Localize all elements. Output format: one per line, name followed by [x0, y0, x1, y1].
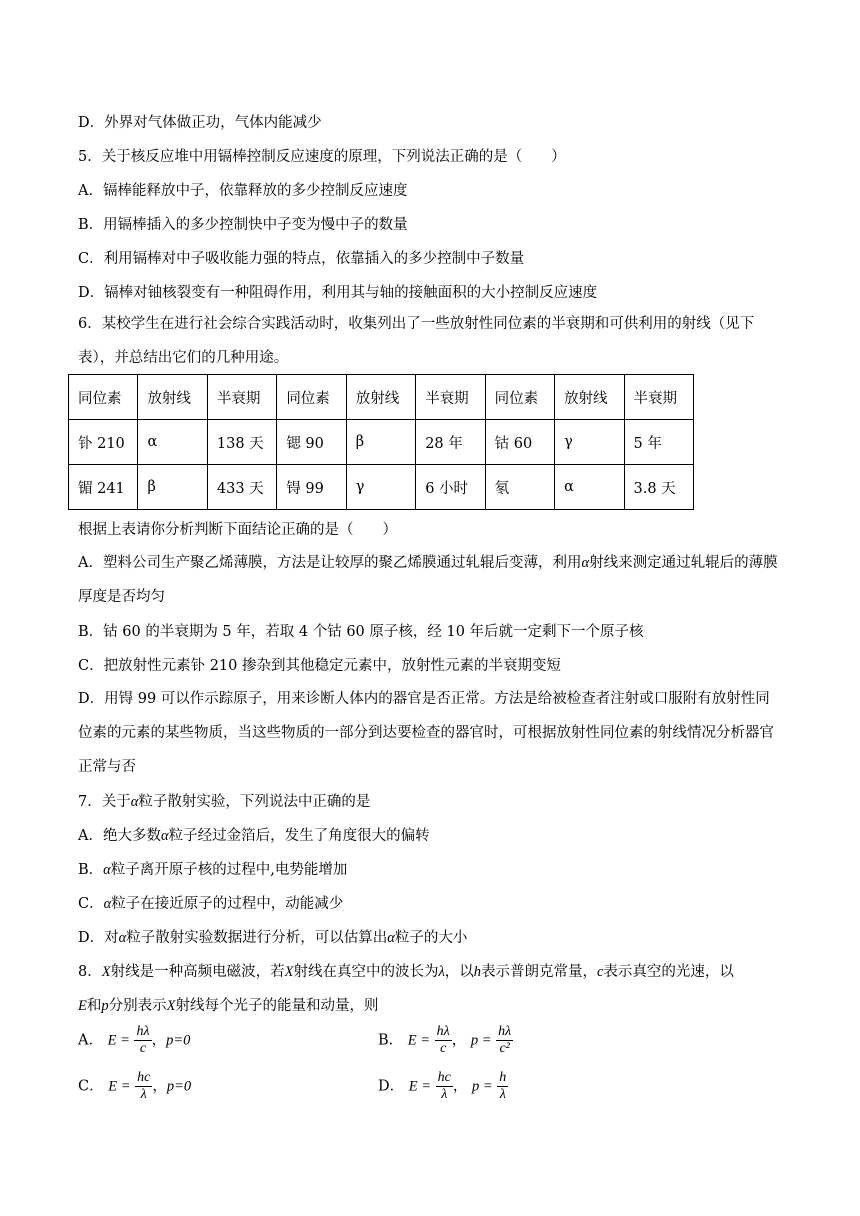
q7-option-c-label: C． — [78, 896, 104, 912]
alpha-symbol: α — [103, 896, 112, 912]
fraction — [497, 1070, 508, 1103]
q8-text: 射线在真空中的波长为 — [293, 964, 439, 980]
fraction-denominator: c — [139, 1041, 147, 1056]
q8-text: 表示普朗克常量， — [480, 964, 597, 980]
formula-e: E = — [108, 1078, 131, 1095]
fraction-denominator: λ — [140, 1087, 147, 1102]
formula-p: p=0 — [166, 1078, 192, 1095]
table-cell: 钋 210 — [69, 420, 138, 465]
option-label: D． — [378, 1078, 405, 1095]
fraction-denominator: λ — [499, 1087, 506, 1102]
comma: ， — [452, 1078, 468, 1095]
q7-option-b-label: B． — [78, 862, 104, 878]
table-cell: β — [138, 465, 207, 510]
formula-p: p = — [471, 1078, 493, 1095]
var-x: X — [101, 964, 111, 980]
fraction-denominator: λ — [441, 1087, 448, 1102]
table-cell: 同位素 — [69, 375, 138, 420]
table-row — [69, 420, 694, 465]
q7-option-d-text-2: 粒子散射实验数据进行分析，可以估算出 — [126, 930, 388, 946]
q8-stem-line-1 — [78, 962, 734, 982]
q5-option-c: C．利用镉棒对中子吸收能力强的特点，依靠插入的多少控制中子数量 — [78, 251, 525, 267]
q7-option-b-text: 粒子离开原子核的过程中,电势能增加 — [110, 862, 348, 878]
table-cell: 138 天 — [207, 420, 276, 465]
q5-option-d: D．镉棒对铀核裂变有一种阻碍作用，利用其与轴的接触面积的大小控制反应速度 — [78, 285, 598, 301]
alpha-symbol: α — [387, 930, 395, 946]
q6-option-b: B．钴 60 的半衰期为 5 年，若取 4 个钴 60 原子核，经 10 年后就一定剩下一个原子核 — [78, 624, 644, 640]
table-cell: β — [346, 420, 415, 465]
q7-stem-text-2: 粒子散射实验，下列说法中正确的是 — [138, 794, 371, 810]
fraction-numerator: hc — [437, 1070, 451, 1085]
fraction — [436, 1070, 453, 1103]
comma: ， — [152, 1078, 167, 1095]
q5-option-b: B．用镉棒插入的多少控制快中子变为慢中子的数量 — [78, 217, 408, 233]
var-x: X — [284, 964, 294, 980]
alpha-symbol: α — [160, 828, 169, 844]
q8-text: 射线是一种高频电磁波，若 — [110, 964, 285, 980]
fraction — [134, 1024, 151, 1057]
var-p: p — [101, 998, 109, 1014]
q7-stem-text-1: 7．关于 — [78, 794, 131, 810]
table-cell: 433 天 — [207, 465, 276, 510]
alpha-symbol: α — [130, 794, 139, 810]
q7-option-c — [78, 894, 343, 914]
table-cell: 5 年 — [624, 420, 694, 465]
table-cell: 钴 60 — [485, 420, 554, 465]
q8-option-c — [78, 1070, 191, 1103]
var-lambda: λ — [438, 964, 445, 980]
table-cell: 半衰期 — [624, 375, 694, 420]
table-cell: 半衰期 — [416, 375, 485, 420]
q6-option-a-text-1: A．塑料公司生产聚乙烯薄膜，方法是让较厚的聚乙烯膜通过轧辊后变薄，利用 — [78, 555, 582, 571]
comma: ， — [451, 1032, 467, 1049]
table-cell: γ — [555, 420, 624, 465]
table-cell: α — [138, 420, 207, 465]
option-label: B． — [378, 1032, 404, 1049]
q8-text: ，以 — [444, 964, 474, 980]
q7-option-a-text-2: 粒子经过金箔后，发生了角度很大的偏转 — [168, 828, 430, 844]
comma: ， — [151, 1032, 167, 1049]
fraction-numerator: h — [499, 1070, 507, 1085]
q8-text: 8． — [78, 964, 102, 980]
q6-question: 根据上表请你分析判断下面结论正确的是（ ） — [78, 522, 397, 538]
option-label: C． — [78, 1078, 104, 1095]
table-cell: 半衰期 — [207, 375, 276, 420]
fraction-denominator: c — [440, 1041, 447, 1056]
formula-e: E = — [407, 1032, 431, 1049]
formula-p: p=0 — [166, 1032, 191, 1049]
q6-option-a — [78, 546, 784, 614]
fraction — [135, 1070, 152, 1103]
alpha-symbol: α — [118, 930, 127, 946]
formula-e: E = — [107, 1032, 130, 1049]
table-cell: 同位素 — [485, 375, 554, 420]
table-cell: γ — [346, 465, 415, 510]
table-cell: α — [555, 465, 624, 510]
table-cell: 放射线 — [138, 375, 207, 420]
var-c: c — [596, 964, 604, 980]
q7-option-a-text-1: A．绝大多数 — [78, 828, 161, 844]
q8-text: 射线每个光子的能量和动量，则 — [175, 998, 379, 1014]
q5-option-a: A．镉棒能释放中子，依靠释放的多少控制反应速度 — [78, 183, 408, 199]
q8-text: 表示真空的光速，以 — [603, 964, 734, 980]
var-x: X — [166, 998, 176, 1014]
q5-stem: 5．关于核反应堆中用镉棒控制反应速度的原理，下列说法正确的是（ ） — [78, 149, 566, 165]
alpha-symbol: α — [103, 862, 111, 878]
q7-option-d-text-3: 粒子的大小 — [394, 930, 468, 946]
table-cell: 放射线 — [346, 375, 415, 420]
table-cell: 28 年 — [416, 420, 485, 465]
q6-option-d: D．用锝 99 可以作示踪原子，用来诊断人体内的器官是否正常。方法是给被检查者注射或口服附有放射性同位素的元素的某些物质，当这些物质的一部分到达要检查的器官时，可根据放射性同位素的射线情况分析器官正常与否 — [78, 691, 774, 775]
table-cell: 6 小时 — [416, 465, 485, 510]
option-label: A． — [78, 1032, 103, 1049]
formula-e: E = — [408, 1078, 432, 1095]
table-cell: 同位素 — [277, 375, 346, 420]
table-cell: 镅 241 — [69, 465, 138, 510]
table-cell: 放射线 — [555, 375, 624, 420]
q4-option-d: D．外界对气体做正功，气体内能减少 — [78, 115, 322, 131]
q8-option-b — [378, 1024, 513, 1057]
table-cell: 3.8 天 — [624, 465, 694, 510]
q7-option-d-text-1: D．对 — [78, 930, 119, 946]
fraction — [496, 1024, 513, 1057]
fraction-numerator: hc — [137, 1070, 151, 1085]
q8-text: 和 — [86, 998, 102, 1014]
fraction-numerator: hλ — [136, 1024, 150, 1039]
alpha-symbol: α — [581, 555, 590, 571]
isotope-table — [68, 374, 694, 510]
table-row — [69, 375, 694, 420]
q6-option-a-text-2: 射线来测定通过轧辊后的薄膜厚度是否均匀 — [78, 555, 778, 605]
fraction-denominator: c² — [499, 1041, 510, 1056]
table-cell: 锝 99 — [277, 465, 346, 510]
q6-option-c: C．把放射性元素钋 210 掺杂到其他稳定元素中，放射性元素的半衰期变短 — [78, 658, 561, 674]
fraction — [435, 1024, 452, 1057]
q8-option-d — [378, 1070, 508, 1103]
var-h: h — [473, 964, 481, 980]
var-e: E — [78, 998, 87, 1014]
table-row — [69, 465, 694, 510]
q8-text: 分别表示 — [108, 998, 167, 1014]
table-cell: 锶 90 — [277, 420, 346, 465]
formula-p: p = — [470, 1032, 492, 1049]
q7-option-c-text: 粒子在接近原子的过程中，动能减少 — [111, 896, 344, 912]
q8-option-a — [78, 1024, 190, 1057]
table-cell: 氡 — [485, 465, 554, 510]
fraction-numerator: hλ — [498, 1024, 512, 1039]
q7-option-a — [78, 826, 430, 846]
q7-option-b — [78, 860, 347, 880]
q7-stem — [78, 792, 370, 812]
q7-option-d — [78, 928, 467, 948]
fraction-numerator: hλ — [436, 1024, 450, 1039]
q8-stem-line-2 — [78, 996, 378, 1016]
q6-stem: 6．某校学生在进行社会综合实践活动时，收集列出了一些放射性同位素的半衰期和可供利用的射线（见下表），并总结出它们的几种用途。 — [78, 316, 755, 366]
